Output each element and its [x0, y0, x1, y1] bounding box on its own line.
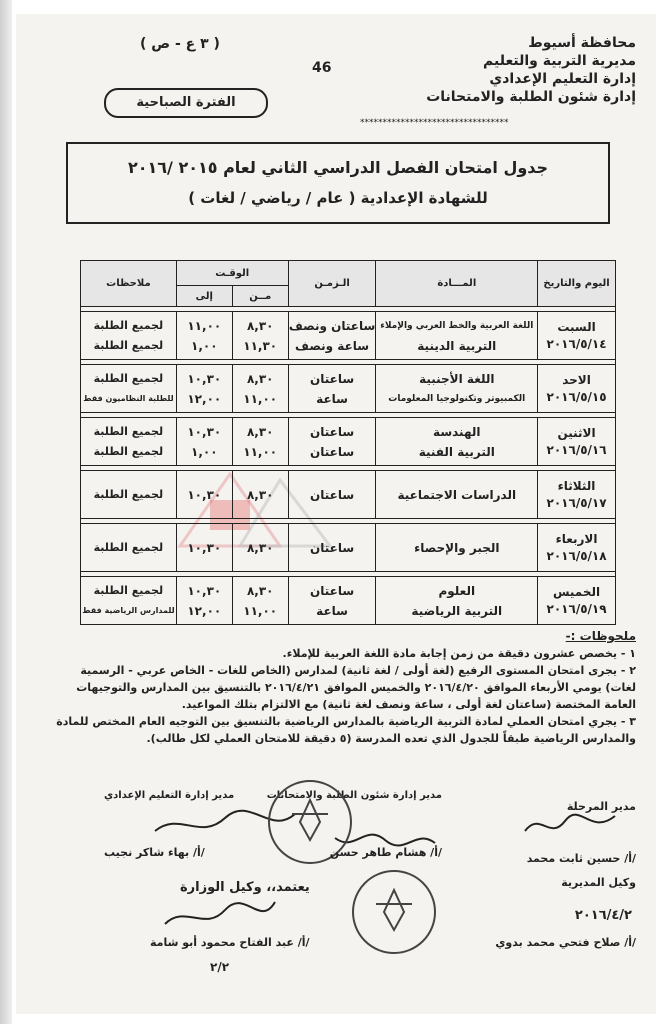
day: الاحد	[562, 372, 591, 387]
subject: التربية الدينية	[417, 338, 497, 353]
table-row	[81, 365, 616, 413]
title-box	[66, 142, 610, 224]
header-from: مــن	[232, 286, 288, 307]
time-to: ١٠,٣٠	[187, 540, 222, 555]
table-row	[81, 471, 616, 519]
duration: ساعة ونصف	[295, 338, 370, 353]
approve-label: يعتمد،، وكيل الوزارة	[180, 880, 310, 895]
name-salah: /أ/ صلاح فتحي محمد بدوي	[495, 936, 636, 949]
duration: ساعتان	[309, 371, 355, 386]
time-from: ١١,٣٠	[243, 338, 278, 353]
form-code: ( ٣ ع - ص )	[140, 36, 220, 52]
subject: التربية الفنية	[418, 444, 495, 459]
note: لجميع الطلبة	[93, 318, 164, 332]
note-1: ١ - يخصص عشرون دقيقة من زمن إجابة مادة اللغة العربية للإملاء.	[282, 647, 636, 660]
duration: ساعتان	[309, 583, 355, 598]
note: للمدارس الرياضية فقط	[82, 605, 175, 615]
header-block	[336, 34, 636, 106]
subject: الهندسة	[433, 424, 481, 439]
table-row	[81, 524, 616, 572]
subject: العلوم	[438, 583, 476, 598]
subject: الدراسات الاجتماعية	[397, 487, 517, 502]
time-to: ١٠,٣٠	[187, 424, 222, 439]
subject: اللغة العربية والخط العربي والإملاء	[380, 320, 534, 331]
eagle-icon	[354, 872, 434, 952]
notes-section	[56, 628, 636, 747]
duration: ساعتان	[309, 424, 355, 439]
title-line1: جدول امتحان الفصل الدراسي الثاني لعام ٢٠١٥ /٢٠١٦	[127, 158, 549, 177]
name-hesham: /أ/ هشام طاهر حسن	[329, 846, 442, 859]
header-subject: المـــادة	[376, 261, 538, 307]
subject: اللغة الأجنبية	[419, 371, 495, 386]
duration: ساعتان	[309, 444, 355, 459]
governorate: محافظة أسيوط	[528, 35, 636, 51]
time-to: ١٠,٣٠	[187, 487, 222, 502]
duration: ساعتان ونصف	[288, 318, 376, 333]
time-from: ١١,٠٠	[243, 603, 278, 618]
day: الخميس	[552, 584, 601, 599]
note: لجميع الطلبة	[93, 444, 164, 458]
duration: ساعتان	[309, 540, 355, 555]
name-bahaa: /أ/ بهاء شاكر نجيب	[104, 846, 205, 859]
signature-scribble	[520, 806, 620, 846]
exam-schedule-table	[80, 260, 616, 625]
time-from: ٨,٣٠	[246, 424, 274, 439]
day: السبت	[557, 319, 596, 334]
table-row	[81, 418, 616, 466]
official-seal	[352, 870, 436, 954]
time-from: ٨,٣٠	[246, 371, 274, 386]
header-duration: الـزمـن	[288, 261, 376, 307]
date: ٢٠١٦/٥/١٩	[546, 601, 607, 616]
duration: ساعة	[316, 391, 348, 406]
note-2: ٢ - يجرى امتحان المستوى الرفيع (لغة أولى / لغة ثانية) لمدارس (الخاص للغات - الخاص عربي - الرسمية لغات) يومي الأربعاء الموافق ٢٠١٦/٤/٢٠ والخميس الموافق ٢٠١٦/٤/٢١ بالتنسيق بين المدارس والتوجيهات العامة المختصة (ساعتان لغة أولى ، ساعة ونصف لغة ثانية) مع الالتزام بتلك المواعيد.	[76, 664, 636, 711]
duration: ساعة	[316, 603, 348, 618]
subject: الجبر والإحصاء	[414, 540, 500, 555]
date: ٢٠١٦/٥/١٤	[546, 336, 607, 351]
day: الاثنين	[557, 425, 596, 440]
duration: ساعتان	[309, 487, 355, 502]
signature-scribble	[160, 896, 280, 936]
admin-prep: إدارة التعليم الإعدادي	[489, 71, 636, 87]
subject: الكمبيوتر وتكنولوجيا المعلومات	[388, 393, 526, 404]
admin-students: إدارة شئون الطلبة والامتحانات	[426, 89, 636, 105]
note: لجميع الطلبة	[93, 487, 164, 501]
table-row	[81, 312, 616, 360]
title-line2: للشهادة الإعدادية ( عام / رياضي / لغات )	[188, 189, 488, 207]
subject: التربية الرياضية	[411, 603, 503, 618]
note: لجميع الطلبة	[93, 338, 164, 352]
time-from: ١١,٠٠	[243, 444, 278, 459]
role-students-director: مدير إدارة شئون الطلبة والامتحانات	[266, 790, 442, 801]
time-to: ١,٠٠	[191, 338, 218, 353]
header-to: إلى	[176, 286, 232, 307]
role-unit-director: مدير المرحلة	[566, 800, 636, 813]
role-prep-director: مدير إدارة التعليم الإعدادي	[104, 790, 235, 801]
notes-heading: ملحوظات :-	[565, 629, 636, 643]
day: الثلاثاء	[557, 478, 596, 493]
table-row	[81, 577, 616, 625]
time-to: ١٢,٠٠	[187, 603, 222, 618]
time-to: ١١,٠٠	[187, 318, 222, 333]
date: ٢٠١٦/٥/١٦	[546, 442, 607, 457]
page-number: 46	[312, 60, 332, 76]
note: لجميع الطلبة	[93, 583, 164, 597]
name-hussein: /أ/ حسين ثابت محمد	[526, 852, 636, 865]
scan-edge	[0, 0, 12, 1024]
time-to: ١٠,٣٠	[187, 583, 222, 598]
header-day-date: اليوم والتاريخ	[538, 261, 616, 307]
time-from: ٨,٣٠	[246, 540, 274, 555]
handwritten-date: ٢٠١٦/٤/٢	[574, 908, 632, 923]
date: ٢٠١٦/٥/١٧	[546, 495, 607, 510]
time-to: ١٢,٠٠	[187, 391, 222, 406]
directorate: مديرية التربية والتعليم	[483, 53, 636, 69]
note-3: ٣ - يجري امتحان العملي لمادة التربية الرياضية بالمدارس الرياضية بالتنسيق بين التوجيه العام المختص للمادة والمدارس الرياضية طبقاً للجدول الذي تعده المدرسة (٥ دقيقة للامتحان العملي لكل طالب).	[56, 715, 636, 745]
time-to: ١٠,٣٠	[187, 371, 222, 386]
note: للطلبة النظاميون فقط	[83, 393, 174, 403]
header-notes: ملاحظات	[81, 261, 177, 307]
time-from: ٨,٣٠	[246, 487, 274, 502]
note: لجميع الطلبة	[93, 371, 164, 385]
note: لجميع الطلبة	[93, 424, 164, 438]
role-deputy: وكيل المديرية	[561, 876, 636, 889]
stars-divider: *********************************	[360, 118, 509, 128]
header-time: الوقـت	[176, 261, 288, 286]
time-to: ١,٠٠	[191, 444, 218, 459]
time-from: ٨,٣٠	[246, 583, 274, 598]
name-abdelfattah: /أ/ عبد الفتاح محمود أبو شامة	[150, 936, 310, 949]
time-from: ٨,٣٠	[246, 318, 274, 333]
note: لجميع الطلبة	[93, 540, 164, 554]
handwritten-short: ٢/٢	[210, 960, 230, 974]
date: ٢٠١٦/٥/١٨	[546, 548, 607, 563]
day: الاربعاء	[555, 531, 598, 546]
date: ٢٠١٦/٥/١٥	[546, 389, 607, 404]
time-from: ١١,٠٠	[243, 391, 278, 406]
period-badge: الفترة الصباحية	[104, 88, 268, 118]
